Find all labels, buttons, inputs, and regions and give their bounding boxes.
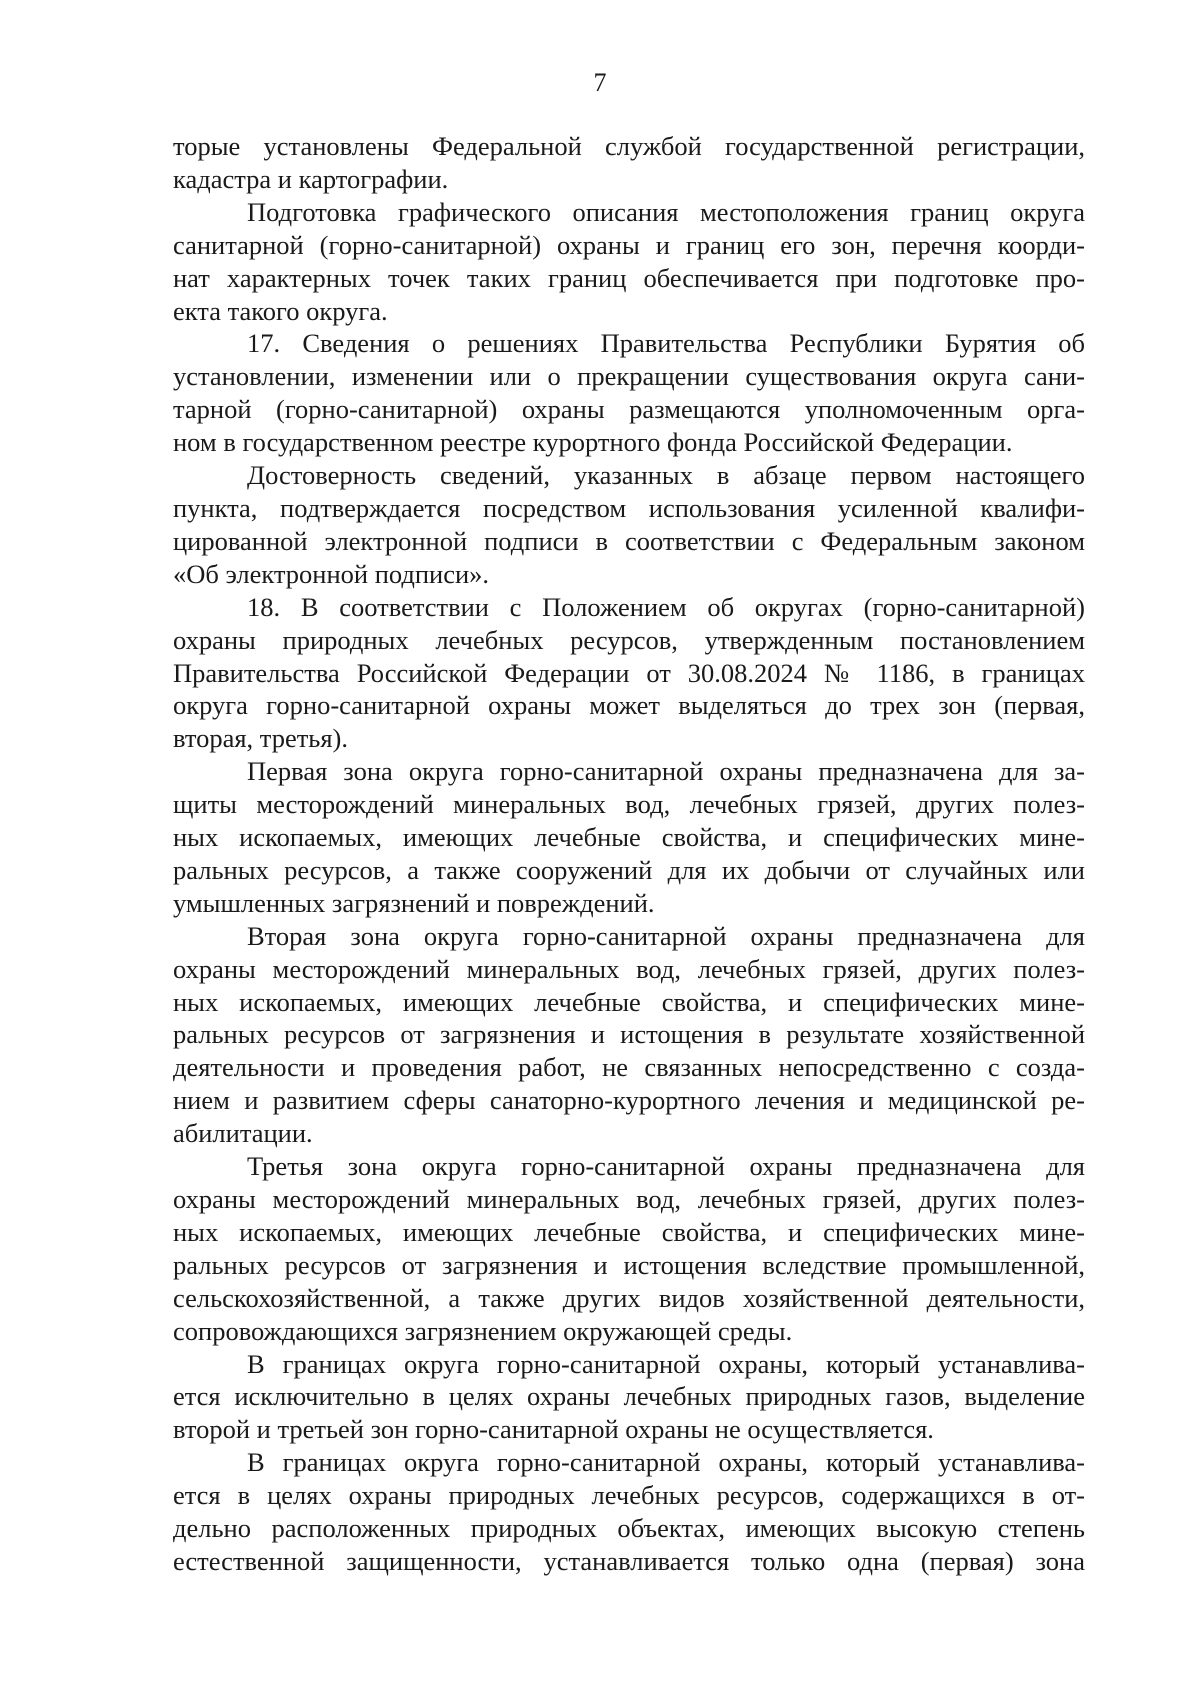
- text-line: деятельности и проведения работ, не связанных непосредственно с созда-: [173, 1052, 1085, 1083]
- text-line: Третья зона округа горно-санитарной охраны предназначена для: [247, 1151, 1085, 1182]
- text-line: охраны месторождений минеральных вод, лечебных грязей, других полез-: [173, 1184, 1085, 1214]
- paragraph: [173, 327, 1085, 459]
- text-line: ральных ресурсов, а также сооружений для их добычи от случайных или: [173, 854, 1085, 885]
- paragraph: [173, 755, 1085, 920]
- text-line: нием и развитием сферы санаторно-курортного лечения и медицинской ре-: [173, 1085, 1085, 1116]
- text-line: «Об электронной подписи».: [173, 558, 490, 589]
- text-line: кадастра и картографии.: [173, 163, 449, 194]
- text-line: дельно расположенных природных объектах, имеющих высокую степень: [173, 1513, 1085, 1544]
- text-line: охраны месторождений минеральных вод, лечебных грязей, других полез-: [173, 953, 1085, 984]
- text-line: нат характерных точек таких границ обеспечивается при подготовке про-: [173, 262, 1085, 293]
- text-line: ральных ресурсов от загрязнения и истощения вследствие промышленной,: [173, 1249, 1085, 1280]
- text-line: вторая, третья).: [173, 723, 349, 754]
- text-line: пункта, подтверждается посредством использования усиленной квалифи-: [173, 492, 1085, 523]
- page-number: 7: [593, 68, 607, 97]
- text-line: ных ископаемых, имеющих лечебные свойства, и специфических мине-: [173, 1216, 1085, 1247]
- text-line: ных ископаемых, имеющих лечебные свойства, и специфических мине-: [173, 822, 1085, 853]
- paragraph: [173, 130, 1085, 196]
- text-line: 17. Сведения о решениях Правительства Республики Бурятия об: [247, 328, 1085, 359]
- text-line: сопровождающихся загрязнением окружающей среды.: [173, 1315, 793, 1346]
- text-line: округа горно-санитарной охраны может выделяться до трех зон (первая,: [173, 690, 1085, 721]
- text-line: екта такого округа.: [173, 295, 388, 326]
- text-line: установлении, изменении или о прекращении существования округа сани-: [173, 361, 1085, 392]
- text-line: ных ископаемых, имеющих лечебные свойства, и специфических мине-: [173, 986, 1085, 1017]
- document-body: [173, 130, 1085, 1578]
- text-line: цированной электронной подписи в соответствии с Федеральным законом: [173, 525, 1085, 556]
- paragraph: [173, 1150, 1085, 1347]
- paragraph: [173, 196, 1085, 328]
- text-line: охраны природных лечебных ресурсов, утвержденным постановлением: [173, 624, 1085, 655]
- text-line: щиты месторождений минеральных вод, лечебных грязей, других полез-: [173, 789, 1085, 820]
- text-line: В границах округа горно-санитарной охраны, который устанавлива-: [247, 1447, 1085, 1478]
- text-line: естественной защищенности, устанавливается только одна (первая) зона: [173, 1545, 1085, 1576]
- text-line: абилитации.: [173, 1118, 313, 1149]
- text-line: ется в целях охраны природных лечебных ресурсов, содержащихся в от-: [173, 1480, 1085, 1511]
- text-line: В границах округа горно-санитарной охраны, который устанавлива-: [247, 1348, 1085, 1379]
- text-line: сельскохозяйственной, а также других видов хозяйственной деятельности,: [173, 1282, 1085, 1313]
- text-line: второй и третьей зон горно-санитарной охраны не осуществляется.: [173, 1414, 934, 1445]
- text-line: ется исключительно в целях охраны лечебных природных газов, выделение: [173, 1381, 1085, 1412]
- paragraph: [173, 920, 1085, 1150]
- text-line: торые установлены Федеральной службой государственной регистрации,: [173, 131, 1085, 161]
- paragraph: [173, 591, 1085, 756]
- text-line: ральных ресурсов от загрязнения и истощения в результате хозяйственной: [173, 1019, 1085, 1050]
- paragraph: [173, 1348, 1085, 1447]
- text-line: тарной (горно-санитарной) охраны размещаются уполномоченным орга-: [173, 394, 1085, 425]
- paragraph: [173, 459, 1085, 591]
- text-line: Первая зона округа горно-санитарной охраны предназначена для за-: [247, 756, 1085, 787]
- text-line: Правительства Российской Федерации от 30.08.2024 № 1186, в границах: [173, 657, 1085, 688]
- text-line: умышленных загрязнений и повреждений.: [173, 887, 655, 918]
- text-line: Вторая зона округа горно-санитарной охраны предназначена для: [247, 920, 1085, 951]
- text-line: Достоверность сведений, указанных в абзаце первом настоящего: [247, 460, 1085, 491]
- text-line: ном в государственном реестре курортного фонда Российской Федерации.: [173, 427, 1013, 458]
- text-line: Подготовка графического описания местоположения границ округа: [247, 196, 1085, 227]
- text-line: 18. В соответствии с Положением об округах (горно-санитарной): [247, 591, 1085, 622]
- paragraph: [173, 1446, 1085, 1578]
- text-line: санитарной (горно-санитарной) охраны и границ его зон, перечня коорди-: [173, 229, 1085, 260]
